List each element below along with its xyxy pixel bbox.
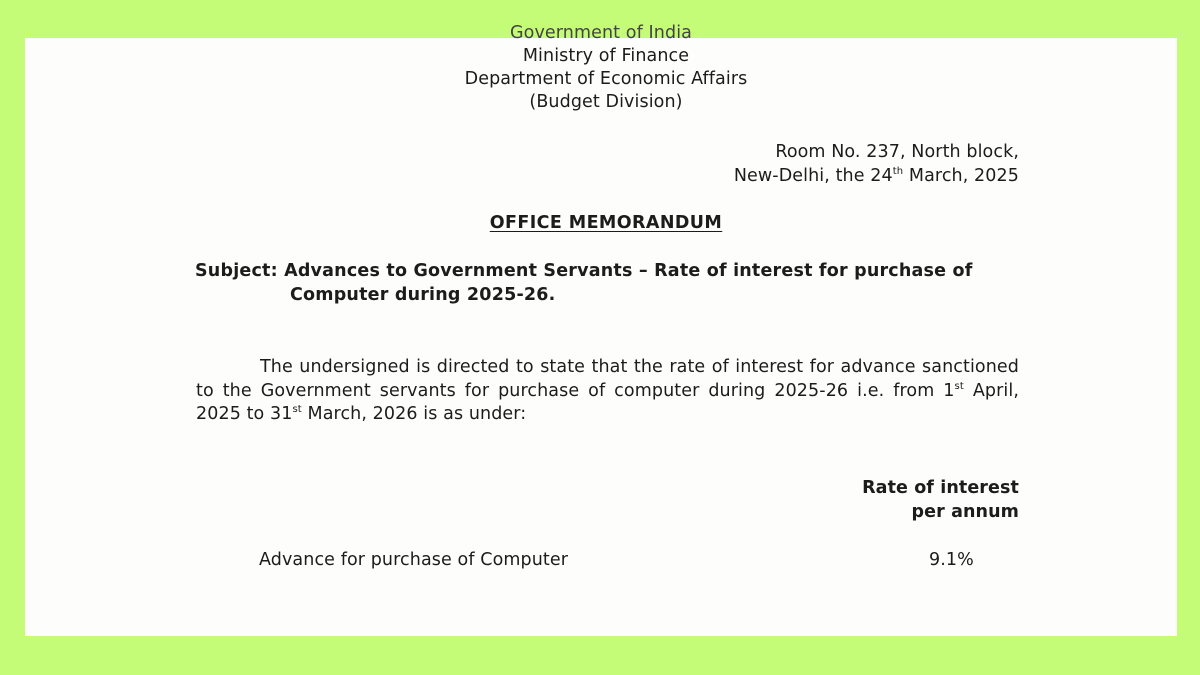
memo-title: OFFICE MEMORANDUM [489,213,723,233]
address-date: New-Delhi, the 24th March, 2025 [733,166,1019,186]
address-room: Room No. 237, North block, [775,142,1019,162]
header-division: (Budget Division) [529,92,683,112]
body-paragraph: The undersigned is directed to state that the rate of interest for advance sanctioned to the Government servants for purchase of computer during 2025-26 i.e. from 1st April, 2025 to 31st March, 2026 is as under: [196,357,1019,424]
subject-line-1: Subject: Advances to Government Servants – Rate of interest for purchase of [195,261,973,281]
subject-line-2: Computer during 2025-26. [290,285,556,305]
header-org-cut: Government of India [510,23,692,43]
memo-page [25,23,1177,636]
header-department: Department of Economic Affairs [464,69,748,89]
rate-row-item: Advance for purchase of Computer [259,550,569,570]
header-ministry: Ministry of Finance [522,46,690,66]
rate-header-line-1: Rate of interest [862,478,1019,498]
rate-header-line-2: per annum [911,502,1019,522]
rate-row-value: 9.1% [929,550,974,570]
